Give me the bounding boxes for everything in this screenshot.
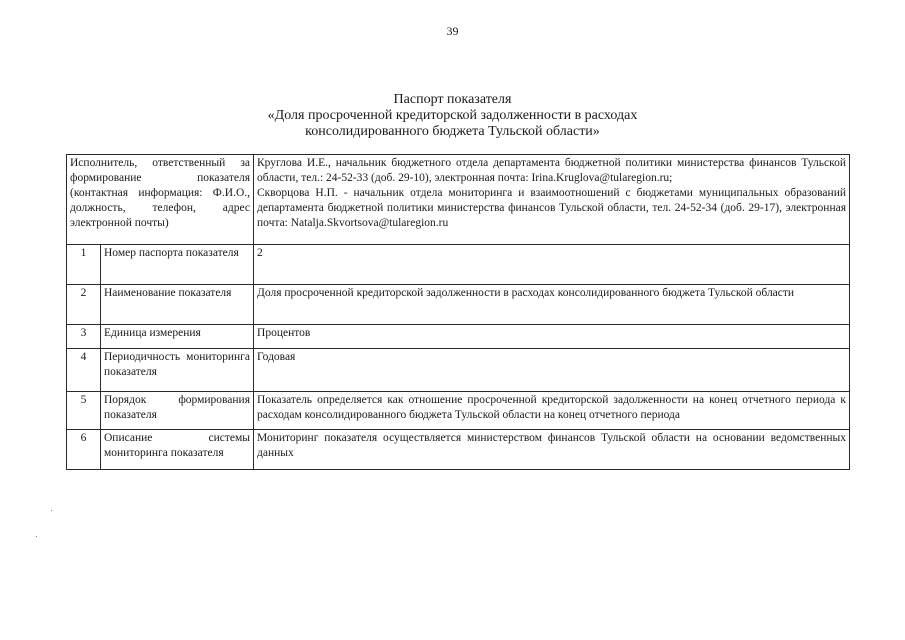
row-label: Единица измерения [101,325,254,349]
row-value: Мониторинг показателя осуществляется министерством финансов Тульской области на основании ведомственных данных [254,430,850,470]
document-title [0,92,905,140]
title-line-2: «Доля просроченной кредиторской задолженности в расходах [267,108,638,123]
table-row-executor [67,155,850,245]
page-number: 39 [446,24,459,38]
table-row [67,325,850,349]
row-label: Номер паспорта показателя [101,245,254,285]
passport-table [66,154,850,470]
row-number: 4 [67,349,101,392]
row-number: 2 [67,285,101,325]
row-value: Показатель определяется как отношение просроченной кредиторской задолженности на конец отчетного периода к расходам консолидированного бюджета Тульской области на конец отчетного периода [254,392,850,430]
row-number: 6 [67,430,101,470]
title-line-1: Паспорт показателя [393,92,512,107]
row-label: Порядок формирования показателя [101,392,254,430]
executor-value-line-1: Круглова И.Е., начальник бюджетного отдела департамента бюджетной политики министерства финансов Тульской области, тел.: 24-52-33 (доб. 29-10), электронная почта: Irina.Kruglova@tularegion.ru; [257,157,847,184]
row-label: Наименование показателя [101,285,254,325]
table-row [67,392,850,430]
scan-speck [36,536,37,537]
scan-speck [51,510,52,511]
row-number: 3 [67,325,101,349]
table-row [67,430,850,470]
row-value: 2 [254,245,850,285]
row-value: Годовая [254,349,850,392]
title-line-3: консолидированного бюджета Тульской области» [305,124,600,139]
table-row [67,285,850,325]
executor-value [254,155,850,245]
row-number: 1 [67,245,101,285]
table-row [67,245,850,285]
table-row [67,349,850,392]
row-value: Процентов [254,325,850,349]
row-value: Доля просроченной кредиторской задолженности в расходах консолидированного бюджета Тульской области [254,285,850,325]
executor-label: Исполнитель, ответственный за формирование показателя (контактная информация: Ф.И.О., должность, телефон, адрес электронной почты) [67,155,254,245]
executor-value-line-2: Скворцова Н.П. - начальник отдела мониторинга и взаимоотношений с бюджетами муниципальных образований департамента бюджетной политики министерства финансов Тульской области, тел. 24-52-34 (доб. 29-17), электронная почта: Natalja.Skvortsova@tularegion.ru [257,187,847,229]
row-label: Периодичность мониторинга показателя [101,349,254,392]
row-label: Описание системы мониторинга показателя [101,430,254,470]
row-number: 5 [67,392,101,430]
